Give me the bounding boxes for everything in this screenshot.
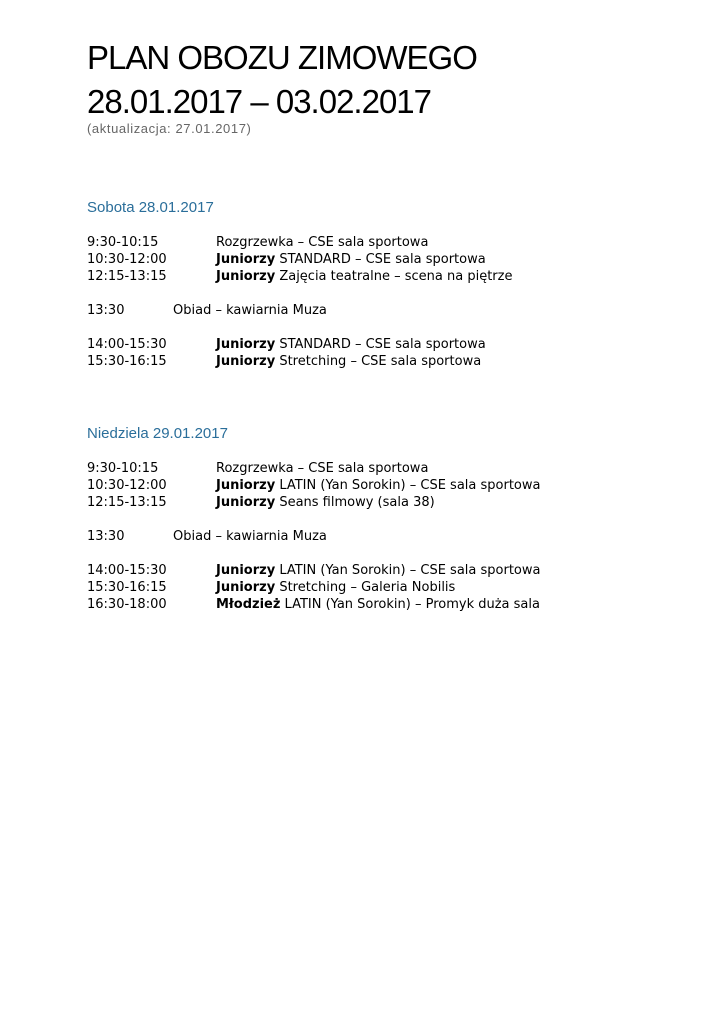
row-time: 9:30-10:15 xyxy=(87,461,159,476)
row-group: Juniorzy xyxy=(216,580,276,595)
row-activity: Stretching – Galeria Nobilis xyxy=(275,580,456,595)
row-group: Juniorzy xyxy=(216,252,276,267)
row-activity: Stretching – CSE sala sportowa xyxy=(275,354,482,369)
row-activity: Seans filmowy (sala 38) xyxy=(275,495,435,510)
row-group: Młodzież xyxy=(216,597,281,612)
row-activity: Zajęcia teatralne – scena na piętrze xyxy=(275,269,513,284)
row-group: Juniorzy xyxy=(216,354,276,369)
row-group: Juniorzy xyxy=(216,337,276,352)
document-title: PLAN OBOZU ZIMOWEGO xyxy=(87,39,477,76)
row-activity: Obiad – kawiarnia Muza xyxy=(173,529,327,544)
schedule-row-lunch xyxy=(87,302,697,319)
schedule-row xyxy=(87,494,697,511)
row-group: Juniorzy xyxy=(216,478,276,493)
row-activity: LATIN (Yan Sorokin) – Promyk duża sala xyxy=(280,597,540,612)
row-activity: STANDARD – CSE sala sportowa xyxy=(275,337,486,352)
spacer xyxy=(87,511,697,528)
row-time: 10:30-12:00 xyxy=(87,252,167,267)
update-note: (aktualizacja: 27.01.2017) xyxy=(87,121,252,136)
schedule-row xyxy=(87,596,697,613)
schedule-row xyxy=(87,251,697,268)
row-activity: Rozgrzewka – CSE sala sportowa xyxy=(216,461,429,476)
schedule-row xyxy=(87,579,697,596)
row-time: 13:30 xyxy=(87,529,125,544)
row-time: 14:00-15:30 xyxy=(87,337,167,352)
schedule-row xyxy=(87,562,697,579)
schedule-row xyxy=(87,268,697,285)
document-page xyxy=(87,36,697,138)
spacer xyxy=(87,545,697,562)
row-time: 16:30-18:00 xyxy=(87,597,167,612)
row-time: 15:30-16:15 xyxy=(87,580,167,595)
row-group: Juniorzy xyxy=(216,563,276,578)
spacer xyxy=(87,319,697,336)
row-activity: STANDARD – CSE sala sportowa xyxy=(275,252,486,267)
schedule-row-lunch xyxy=(87,528,697,545)
schedule-row xyxy=(87,336,697,353)
row-activity: LATIN (Yan Sorokin) – CSE sala sportowa xyxy=(275,478,541,493)
row-group: Juniorzy xyxy=(216,495,276,510)
row-time: 15:30-16:15 xyxy=(87,354,167,369)
day-section-saturday xyxy=(87,198,697,370)
row-time: 9:30-10:15 xyxy=(87,235,159,250)
row-activity: LATIN (Yan Sorokin) – CSE sala sportowa xyxy=(275,563,541,578)
schedule-row xyxy=(87,353,697,370)
row-activity: Obiad – kawiarnia Muza xyxy=(173,303,327,318)
row-time: 12:15-13:15 xyxy=(87,495,167,510)
spacer xyxy=(87,285,697,302)
day-title: Niedziela 29.01.2017 xyxy=(87,425,228,442)
row-time: 14:00-15:30 xyxy=(87,563,167,578)
schedule-row xyxy=(87,477,697,494)
row-group: Juniorzy xyxy=(216,269,276,284)
day-section-sunday xyxy=(87,424,697,613)
schedule-row xyxy=(87,460,697,477)
schedule-row xyxy=(87,234,697,251)
row-time: 10:30-12:00 xyxy=(87,478,167,493)
row-time: 12:15-13:15 xyxy=(87,269,167,284)
row-activity: Rozgrzewka – CSE sala sportowa xyxy=(216,235,429,250)
date-range: 28.01.2017 – 03.02.2017 xyxy=(87,83,432,120)
row-time: 13:30 xyxy=(87,303,125,318)
day-title: Sobota 28.01.2017 xyxy=(87,199,214,216)
